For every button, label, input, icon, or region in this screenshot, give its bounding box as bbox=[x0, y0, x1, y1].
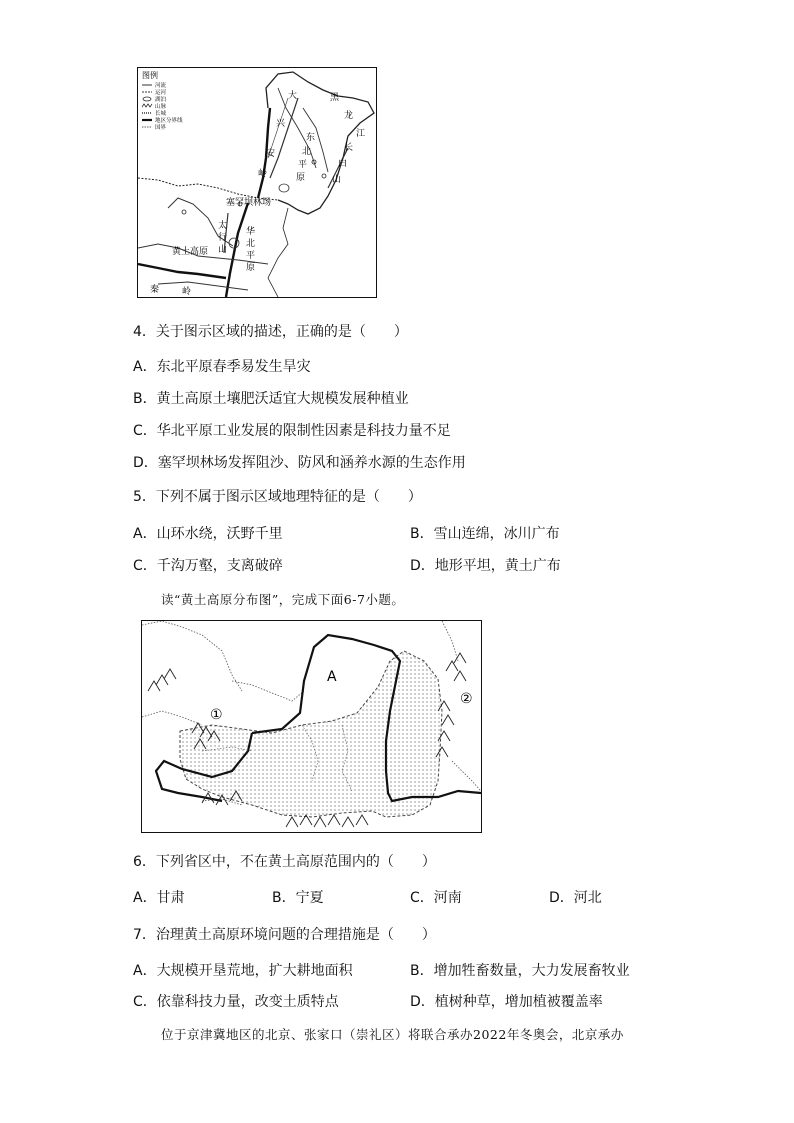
question-7-option-b: B．增加牲畜数量，大力发展畜牧业 bbox=[410, 963, 630, 979]
question-4-stem: 4．关于图示区域的描述，正确的是（ ） bbox=[133, 324, 408, 340]
label-changbaishan-1: 长 bbox=[344, 143, 354, 153]
label-dongbei-plain-1: 东 bbox=[306, 133, 316, 143]
question-5-option-a: A．山环水绕，沃野千里 bbox=[133, 526, 283, 542]
legend-title: 图例 bbox=[142, 71, 158, 80]
label-dongbei-plain-2: 北 bbox=[302, 147, 312, 157]
label-changbaishan-2: 白 bbox=[338, 159, 348, 169]
label-huangtu-plateau: 黄土高原 bbox=[172, 247, 209, 257]
question-4-option-c: C．华北平原工业发展的限制性因素是科技力量不足 bbox=[133, 423, 451, 439]
question-5-option-b: B．雪山连绵，冰川广布 bbox=[410, 526, 560, 542]
label-daxinganling-2: 兴 bbox=[276, 119, 286, 129]
label-dongbei-plain-3: 平 bbox=[298, 160, 308, 170]
intro-questions-6-7: 读“黄土高原分布图”，完成下面6-7小题。 bbox=[161, 592, 405, 607]
question-6-option-b: B．宁夏 bbox=[272, 890, 324, 906]
label-heilongjiang-1: 黑 bbox=[330, 93, 340, 103]
legend-item-mountain: 山脉 bbox=[155, 104, 167, 110]
label-heilongjiang-3: 江 bbox=[356, 129, 366, 139]
label-taihangshan-3: 山 bbox=[218, 245, 228, 255]
label-dongbei-plain-4: 原 bbox=[296, 173, 306, 183]
map-label-2: ② bbox=[460, 691, 473, 707]
label-huabei-plain-4: 原 bbox=[246, 263, 256, 273]
question-4-option-b: B．黄土高原土壤肥沃适宜大规模发展种植业 bbox=[133, 391, 409, 407]
legend-item-river: 河流 bbox=[155, 83, 167, 89]
map-label-a: A bbox=[327, 669, 337, 685]
label-huabei-plain-2: 北 bbox=[246, 239, 256, 249]
label-huabei-plain-3: 平 bbox=[246, 251, 256, 261]
question-6-stem: 6．下列省区中，不在黄土高原范围内的（ ） bbox=[133, 854, 436, 870]
map-legend bbox=[142, 70, 183, 131]
question-7-option-d: D．植树种草，增加植被覆盖率 bbox=[410, 994, 603, 1010]
label-taihangshan-1: 太 bbox=[218, 221, 228, 231]
question-6-option-c: C．河南 bbox=[410, 890, 462, 906]
label-qinling-2: 岭 bbox=[182, 287, 192, 297]
question-6-option-d: D．河北 bbox=[549, 890, 602, 906]
question-5-option-c: C．千沟万壑，支离破碎 bbox=[133, 558, 283, 574]
question-4-option-a: A．东北平原春季易发生旱灾 bbox=[133, 359, 311, 375]
label-daxinganling-1: 大 bbox=[288, 91, 298, 101]
question-5-stem: 5．下列不属于图示区域地理特征的是（ ） bbox=[133, 489, 422, 505]
map-label-1: ① bbox=[210, 707, 223, 723]
label-changbaishan-3: 山 bbox=[332, 175, 342, 185]
loess-plateau-map bbox=[141, 620, 482, 833]
question-4-option-d: D．塞罕坝林场发挥阻沙、防风和涵养水源的生态作用 bbox=[133, 455, 466, 471]
north-china-map-drawing bbox=[138, 68, 376, 297]
label-heilongjiang-2: 龙 bbox=[344, 111, 354, 121]
next-passage-text: 位于京津冀地区的北京、张家口（崇礼区）将联合承办2022年冬奥会，北京承办 bbox=[161, 1027, 624, 1042]
north-china-map bbox=[137, 67, 377, 298]
label-saihanba: 塞罕坝林场 bbox=[226, 198, 272, 208]
legend-item-canal: 运河 bbox=[155, 90, 167, 96]
question-7-option-a: A．大规模开垦荒地，扩大耕地面积 bbox=[133, 963, 353, 979]
question-7-stem: 7．治理黄土高原环境问题的合理措施是（ ） bbox=[133, 927, 436, 943]
legend-item-great-wall: 长城 bbox=[155, 111, 167, 117]
question-5-option-d: D．地形平坦，黄土广布 bbox=[410, 558, 561, 574]
loess-plateau-map-drawing bbox=[142, 621, 481, 832]
label-daxinganling-3: 安 bbox=[266, 149, 276, 159]
label-huabei-plain-1: 华 bbox=[246, 227, 256, 237]
label-taihangshan-2: 行 bbox=[218, 233, 228, 243]
legend-item-lake: 湖泊 bbox=[155, 97, 167, 103]
question-6-option-a: A．甘肃 bbox=[133, 890, 185, 906]
label-daxinganling-4: 岭 bbox=[258, 169, 268, 179]
legend-item-national-border: 国界 bbox=[155, 125, 167, 131]
label-qinling-1: 秦 bbox=[150, 285, 160, 295]
question-7-option-c: C．依靠科技力量，改变土质特点 bbox=[133, 994, 339, 1010]
legend-item-region-boundary: 地区分界线 bbox=[155, 118, 183, 124]
